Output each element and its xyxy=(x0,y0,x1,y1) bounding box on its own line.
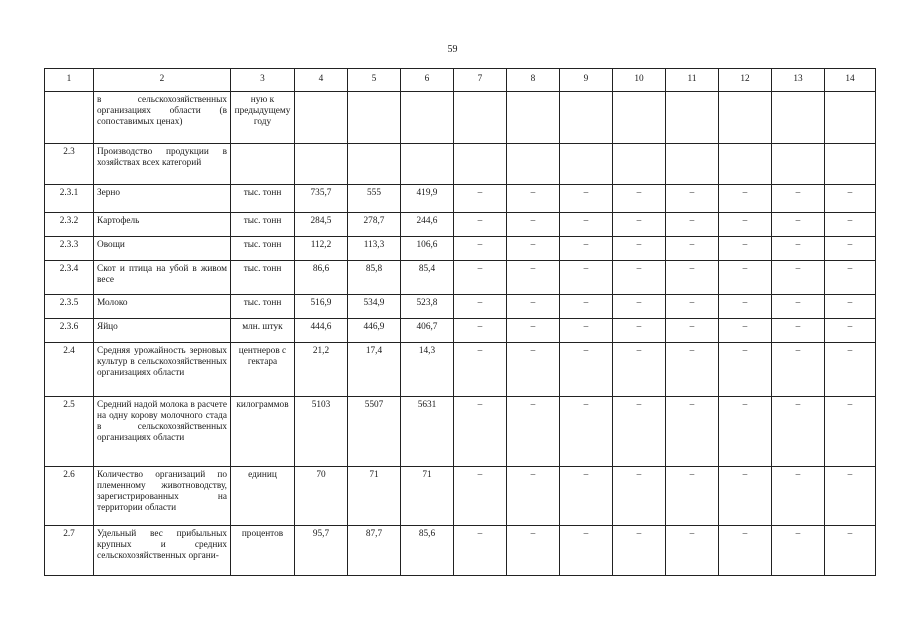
table-row xyxy=(45,397,876,467)
value-cell xyxy=(401,144,454,185)
value-cell: 71 xyxy=(348,467,401,526)
value-cell: 70 xyxy=(295,467,348,526)
value-cell xyxy=(348,92,401,144)
empty-value-cell: – xyxy=(772,343,825,397)
empty-value-cell: – xyxy=(613,295,666,319)
empty-value-cell xyxy=(507,144,560,185)
empty-value-cell xyxy=(613,144,666,185)
empty-value-cell: – xyxy=(666,185,719,213)
table-row xyxy=(45,237,876,261)
value-cell: 406,7 xyxy=(401,319,454,343)
empty-value-cell: – xyxy=(560,397,613,467)
empty-value-cell: – xyxy=(560,526,613,576)
empty-value-cell: – xyxy=(454,261,507,295)
empty-value-cell: – xyxy=(825,261,876,295)
row-number-cell: 2.3.1 xyxy=(45,185,94,213)
empty-value-cell: – xyxy=(825,343,876,397)
empty-value-cell xyxy=(772,92,825,144)
header-cell: 2 xyxy=(94,69,231,92)
row-number-cell: 2.3 xyxy=(45,144,94,185)
unit-cell: центнеров с гектара xyxy=(231,343,295,397)
empty-value-cell: – xyxy=(666,261,719,295)
table-row xyxy=(45,467,876,526)
row-number-cell: 2.3.5 xyxy=(45,295,94,319)
empty-value-cell xyxy=(772,144,825,185)
indicator-name-cell: Яйцо xyxy=(94,319,231,343)
header-cell: 10 xyxy=(613,69,666,92)
unit-cell xyxy=(231,144,295,185)
value-cell: 735,7 xyxy=(295,185,348,213)
header-cell: 8 xyxy=(507,69,560,92)
empty-value-cell: – xyxy=(666,213,719,237)
empty-value-cell: – xyxy=(613,185,666,213)
indicator-name-cell: в сельскохозяйственных организациях области (в сопоставимых ценах) xyxy=(94,92,231,144)
empty-value-cell: – xyxy=(613,343,666,397)
header-cell: 11 xyxy=(666,69,719,92)
header-cell: 14 xyxy=(825,69,876,92)
empty-value-cell: – xyxy=(825,213,876,237)
indicators-table xyxy=(44,68,876,576)
value-cell xyxy=(295,144,348,185)
empty-value-cell: – xyxy=(613,526,666,576)
empty-value-cell: – xyxy=(507,261,560,295)
empty-value-cell xyxy=(825,92,876,144)
empty-value-cell: – xyxy=(772,261,825,295)
table-body xyxy=(45,92,876,576)
row-number-cell: 2.3.6 xyxy=(45,319,94,343)
value-cell xyxy=(401,92,454,144)
table-row xyxy=(45,261,876,295)
value-cell: 106,6 xyxy=(401,237,454,261)
value-cell: 284,5 xyxy=(295,213,348,237)
empty-value-cell: – xyxy=(772,185,825,213)
indicator-name-cell: Удельный вес прибыльных крупных и средних сельскохозяйственных органи- xyxy=(94,526,231,576)
value-cell: 419,9 xyxy=(401,185,454,213)
indicator-name-cell: Средняя урожайность зерновых культур в сельскохозяйственных организациях области xyxy=(94,343,231,397)
value-cell xyxy=(348,144,401,185)
row-number-cell: 2.3.4 xyxy=(45,261,94,295)
value-cell: 112,2 xyxy=(295,237,348,261)
empty-value-cell: – xyxy=(772,319,825,343)
value-cell: 71 xyxy=(401,467,454,526)
indicator-name-cell: Молоко xyxy=(94,295,231,319)
indicator-name-cell: Количество организаций по племенному животноводству, зарегистрированных на территории области xyxy=(94,467,231,526)
unit-cell: млн. штук xyxy=(231,319,295,343)
row-number-cell: 2.6 xyxy=(45,467,94,526)
empty-value-cell: – xyxy=(825,237,876,261)
empty-value-cell: – xyxy=(666,319,719,343)
empty-value-cell: – xyxy=(507,237,560,261)
empty-value-cell: – xyxy=(507,343,560,397)
empty-value-cell: – xyxy=(454,185,507,213)
empty-value-cell xyxy=(560,144,613,185)
empty-value-cell: – xyxy=(507,319,560,343)
empty-value-cell: – xyxy=(772,295,825,319)
empty-value-cell: – xyxy=(560,261,613,295)
empty-value-cell: – xyxy=(719,319,772,343)
indicator-name-cell: Картофель xyxy=(94,213,231,237)
empty-value-cell xyxy=(825,144,876,185)
empty-value-cell xyxy=(719,92,772,144)
table-row xyxy=(45,343,876,397)
unit-cell: процентов xyxy=(231,526,295,576)
empty-value-cell xyxy=(454,144,507,185)
header-cell: 7 xyxy=(454,69,507,92)
value-cell: 244,6 xyxy=(401,213,454,237)
header-cell: 6 xyxy=(401,69,454,92)
empty-value-cell: – xyxy=(825,295,876,319)
empty-value-cell: – xyxy=(613,213,666,237)
empty-value-cell: – xyxy=(666,295,719,319)
unit-cell: тыс. тонн xyxy=(231,237,295,261)
unit-cell: тыс. тонн xyxy=(231,213,295,237)
value-cell: 85,6 xyxy=(401,526,454,576)
empty-value-cell: – xyxy=(825,397,876,467)
empty-value-cell: – xyxy=(719,343,772,397)
empty-value-cell: – xyxy=(560,467,613,526)
empty-value-cell: – xyxy=(613,397,666,467)
empty-value-cell: – xyxy=(507,467,560,526)
table-row xyxy=(45,319,876,343)
empty-value-cell: – xyxy=(613,319,666,343)
row-number-cell: 2.4 xyxy=(45,343,94,397)
value-cell: 87,7 xyxy=(348,526,401,576)
empty-value-cell: – xyxy=(772,237,825,261)
empty-value-cell: – xyxy=(507,185,560,213)
empty-value-cell: – xyxy=(613,237,666,261)
empty-value-cell xyxy=(666,92,719,144)
empty-value-cell: – xyxy=(507,295,560,319)
empty-value-cell: – xyxy=(666,526,719,576)
value-cell: 95,7 xyxy=(295,526,348,576)
empty-value-cell: – xyxy=(719,185,772,213)
table-row xyxy=(45,295,876,319)
empty-value-cell: – xyxy=(719,261,772,295)
value-cell: 113,3 xyxy=(348,237,401,261)
empty-value-cell: – xyxy=(719,467,772,526)
empty-value-cell xyxy=(719,144,772,185)
indicator-name-cell: Производство продукции в хозяйствах всех категорий xyxy=(94,144,231,185)
header-cell: 13 xyxy=(772,69,825,92)
value-cell: 21,2 xyxy=(295,343,348,397)
empty-value-cell: – xyxy=(560,185,613,213)
unit-cell: тыс. тонн xyxy=(231,185,295,213)
empty-value-cell xyxy=(507,92,560,144)
value-cell: 523,8 xyxy=(401,295,454,319)
empty-value-cell: – xyxy=(454,343,507,397)
empty-value-cell: – xyxy=(719,213,772,237)
row-number-cell: 2.3.2 xyxy=(45,213,94,237)
value-cell: 85,4 xyxy=(401,261,454,295)
indicator-name-cell: Овощи xyxy=(94,237,231,261)
table-row xyxy=(45,144,876,185)
empty-value-cell: – xyxy=(825,467,876,526)
empty-value-cell: – xyxy=(666,237,719,261)
value-cell: 5103 xyxy=(295,397,348,467)
header-cell: 9 xyxy=(560,69,613,92)
indicator-name-cell: Средний надой молока в расчете на одну корову молочного стада в сельскохозяйственных организациях области xyxy=(94,397,231,467)
unit-cell: тыс. тонн xyxy=(231,295,295,319)
value-cell: 516,9 xyxy=(295,295,348,319)
empty-value-cell: – xyxy=(560,237,613,261)
value-cell: 85,8 xyxy=(348,261,401,295)
empty-value-cell: – xyxy=(454,397,507,467)
table-row xyxy=(45,213,876,237)
row-number-cell xyxy=(45,92,94,144)
value-cell: 278,7 xyxy=(348,213,401,237)
value-cell: 14,3 xyxy=(401,343,454,397)
page-number: 59 xyxy=(447,44,458,55)
empty-value-cell: – xyxy=(507,397,560,467)
empty-value-cell: – xyxy=(560,295,613,319)
empty-value-cell: – xyxy=(772,526,825,576)
empty-value-cell: – xyxy=(719,397,772,467)
column-number-row xyxy=(45,69,876,92)
empty-value-cell: – xyxy=(825,185,876,213)
row-number-cell: 2.5 xyxy=(45,397,94,467)
empty-value-cell xyxy=(613,92,666,144)
unit-cell: тыс. тонн xyxy=(231,261,295,295)
empty-value-cell: – xyxy=(825,319,876,343)
header-cell: 1 xyxy=(45,69,94,92)
empty-value-cell: – xyxy=(772,213,825,237)
empty-value-cell: – xyxy=(772,397,825,467)
empty-value-cell: – xyxy=(454,467,507,526)
header-cell: 3 xyxy=(231,69,295,92)
empty-value-cell xyxy=(454,92,507,144)
row-number-cell: 2.7 xyxy=(45,526,94,576)
empty-value-cell: – xyxy=(719,237,772,261)
empty-value-cell: – xyxy=(507,526,560,576)
table-row xyxy=(45,526,876,576)
empty-value-cell: – xyxy=(719,295,772,319)
value-cell: 446,9 xyxy=(348,319,401,343)
empty-value-cell: – xyxy=(454,295,507,319)
empty-value-cell: – xyxy=(613,261,666,295)
row-number-cell: 2.3.3 xyxy=(45,237,94,261)
unit-cell: ную к предыдущему году xyxy=(231,92,295,144)
empty-value-cell: – xyxy=(666,397,719,467)
value-cell: 5631 xyxy=(401,397,454,467)
value-cell: 5507 xyxy=(348,397,401,467)
empty-value-cell: – xyxy=(454,237,507,261)
value-cell: 534,9 xyxy=(348,295,401,319)
empty-value-cell: – xyxy=(560,213,613,237)
header-cell: 12 xyxy=(719,69,772,92)
empty-value-cell: – xyxy=(454,526,507,576)
header-cell: 5 xyxy=(348,69,401,92)
unit-cell: килограммов xyxy=(231,397,295,467)
indicator-name-cell: Зерно xyxy=(94,185,231,213)
indicator-name-cell: Скот и птица на убой в живом весе xyxy=(94,261,231,295)
empty-value-cell: – xyxy=(507,213,560,237)
table-row xyxy=(45,92,876,144)
value-cell: 86,6 xyxy=(295,261,348,295)
empty-value-cell xyxy=(560,92,613,144)
value-cell xyxy=(295,92,348,144)
empty-value-cell: – xyxy=(454,319,507,343)
value-cell: 17,4 xyxy=(348,343,401,397)
empty-value-cell: – xyxy=(454,213,507,237)
empty-value-cell: – xyxy=(560,343,613,397)
empty-value-cell: – xyxy=(719,526,772,576)
empty-value-cell: – xyxy=(666,467,719,526)
table-row xyxy=(45,185,876,213)
unit-cell: единиц xyxy=(231,467,295,526)
value-cell: 444,6 xyxy=(295,319,348,343)
empty-value-cell: – xyxy=(666,343,719,397)
empty-value-cell: – xyxy=(560,319,613,343)
empty-value-cell: – xyxy=(825,526,876,576)
empty-value-cell: – xyxy=(613,467,666,526)
header-cell: 4 xyxy=(295,69,348,92)
empty-value-cell: – xyxy=(772,467,825,526)
empty-value-cell xyxy=(666,144,719,185)
value-cell: 555 xyxy=(348,185,401,213)
